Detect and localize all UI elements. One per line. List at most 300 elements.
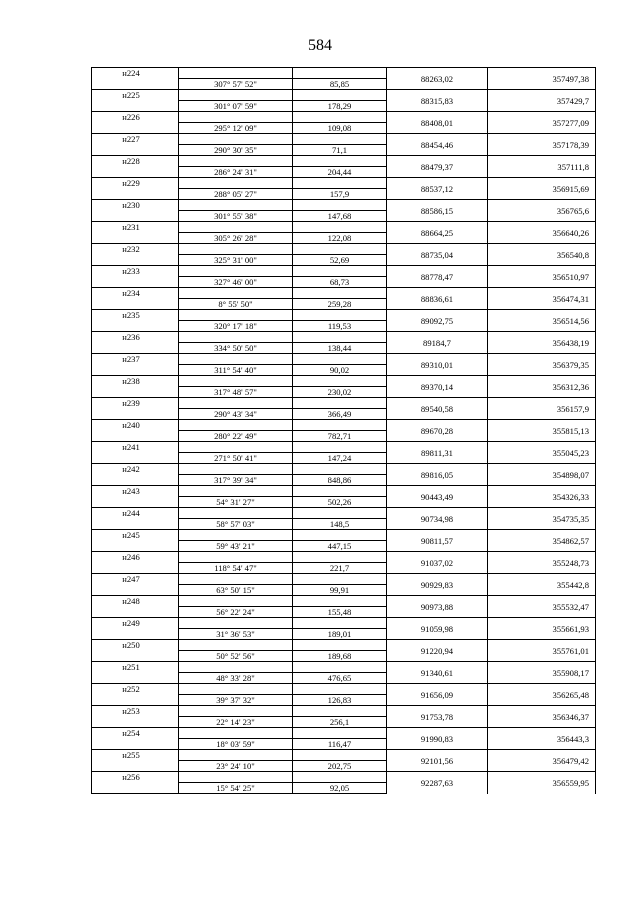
segment-length-cell: 256,1: [293, 717, 387, 728]
empty-cell: [179, 662, 293, 673]
empty-cell: [293, 134, 387, 145]
empty-cell: [92, 475, 179, 486]
empty-cell: [293, 530, 387, 541]
y-coordinate-cell: 356479,42: [488, 750, 596, 772]
empty-cell: [179, 90, 293, 101]
x-coordinate-cell: 90734,98: [387, 508, 488, 530]
y-coordinate-cell: 355815,13: [488, 420, 596, 442]
segment-length-cell: 366,49: [293, 409, 387, 420]
point-name-cell: н253: [92, 706, 179, 717]
empty-cell: [92, 233, 179, 244]
empty-cell: [293, 222, 387, 233]
empty-cell: [179, 574, 293, 585]
x-coordinate-cell: 88263,02: [387, 68, 488, 90]
segment-length-cell: 71,1: [293, 145, 387, 156]
empty-cell: [179, 684, 293, 695]
direction-angle-cell: 290° 30' 35": [179, 145, 293, 156]
empty-cell: [293, 200, 387, 211]
y-coordinate-cell: 356559,95: [488, 772, 596, 794]
point-name-cell: н246: [92, 552, 179, 563]
y-coordinate-cell: 356765,6: [488, 200, 596, 222]
empty-cell: [179, 442, 293, 453]
point-name-cell: н241: [92, 442, 179, 453]
empty-cell: [293, 662, 387, 673]
empty-cell: [293, 640, 387, 651]
y-coordinate-cell: 356443,3: [488, 728, 596, 750]
x-coordinate-cell: 89310,01: [387, 354, 488, 376]
empty-cell: [179, 464, 293, 475]
empty-cell: [179, 618, 293, 629]
direction-angle-cell: 327° 46' 00": [179, 277, 293, 288]
segment-length-cell: 848,86: [293, 475, 387, 486]
segment-length-cell: 782,71: [293, 431, 387, 442]
direction-angle-cell: 63° 50' 15": [179, 585, 293, 596]
table-row: [92, 266, 596, 277]
x-coordinate-cell: 88408,01: [387, 112, 488, 134]
segment-length-cell: 138,44: [293, 343, 387, 354]
empty-cell: [92, 695, 179, 706]
x-coordinate-cell: 89811,31: [387, 442, 488, 464]
direction-angle-cell: 301° 07' 59": [179, 101, 293, 112]
empty-cell: [92, 629, 179, 640]
table-row: [92, 750, 596, 761]
table-row: [92, 398, 596, 409]
direction-angle-cell: 325° 31' 00": [179, 255, 293, 266]
point-name-cell: н229: [92, 178, 179, 189]
x-coordinate-cell: 91990,83: [387, 728, 488, 750]
x-coordinate-cell: 91220,94: [387, 640, 488, 662]
table-row: [92, 178, 596, 189]
y-coordinate-cell: 355045,23: [488, 442, 596, 464]
empty-cell: [293, 178, 387, 189]
empty-cell: [92, 519, 179, 530]
y-coordinate-cell: 354862,57: [488, 530, 596, 552]
segment-length-cell: 52,69: [293, 255, 387, 266]
empty-cell: [92, 343, 179, 354]
empty-cell: [179, 288, 293, 299]
empty-cell: [293, 112, 387, 123]
empty-cell: [179, 750, 293, 761]
point-name-cell: н242: [92, 464, 179, 475]
point-name-cell: н245: [92, 530, 179, 541]
empty-cell: [293, 486, 387, 497]
segment-length-cell: 178,29: [293, 101, 387, 112]
x-coordinate-cell: 89816,05: [387, 464, 488, 486]
empty-cell: [92, 211, 179, 222]
table-row: [92, 156, 596, 167]
empty-cell: [293, 750, 387, 761]
y-coordinate-cell: 355442,8: [488, 574, 596, 596]
page-number: 584: [308, 37, 332, 54]
direction-angle-cell: 307° 57' 52": [179, 79, 293, 90]
empty-cell: [92, 717, 179, 728]
x-coordinate-cell: 88735,04: [387, 244, 488, 266]
empty-cell: [92, 255, 179, 266]
x-coordinate-cell: 88454,46: [387, 134, 488, 156]
point-name-cell: н225: [92, 90, 179, 101]
y-coordinate-cell: 356510,97: [488, 266, 596, 288]
point-name-cell: н224: [92, 68, 179, 79]
point-name-cell: н256: [92, 772, 179, 783]
empty-cell: [179, 420, 293, 431]
direction-angle-cell: 23° 24' 10": [179, 761, 293, 772]
empty-cell: [92, 365, 179, 376]
empty-cell: [293, 618, 387, 629]
table-row: [92, 684, 596, 695]
point-name-cell: н234: [92, 288, 179, 299]
point-name-cell: н238: [92, 376, 179, 387]
y-coordinate-cell: 356438,19: [488, 332, 596, 354]
direction-angle-cell: 58° 57' 03": [179, 519, 293, 530]
segment-length-cell: 155,48: [293, 607, 387, 618]
empty-cell: [92, 453, 179, 464]
direction-angle-cell: 8° 55' 50": [179, 299, 293, 310]
empty-cell: [92, 299, 179, 310]
y-coordinate-cell: 357497,38: [488, 68, 596, 90]
empty-cell: [293, 552, 387, 563]
x-coordinate-cell: 91753,78: [387, 706, 488, 728]
empty-cell: [179, 112, 293, 123]
direction-angle-cell: 288° 05' 27": [179, 189, 293, 200]
segment-length-cell: 99,91: [293, 585, 387, 596]
x-coordinate-cell: 88778,47: [387, 266, 488, 288]
segment-length-cell: 126,83: [293, 695, 387, 706]
empty-cell: [92, 79, 179, 90]
table-row: [92, 706, 596, 717]
x-coordinate-cell: 91656,09: [387, 684, 488, 706]
direction-angle-cell: 271° 50' 41": [179, 453, 293, 464]
point-name-cell: н227: [92, 134, 179, 145]
direction-angle-cell: 39° 37' 32": [179, 695, 293, 706]
segment-length-cell: 122,08: [293, 233, 387, 244]
empty-cell: [293, 508, 387, 519]
y-coordinate-cell: 354326,33: [488, 486, 596, 508]
direction-angle-cell: 320° 17' 18": [179, 321, 293, 332]
table-row: [92, 310, 596, 321]
empty-cell: [293, 772, 387, 783]
empty-cell: [179, 68, 293, 79]
direction-angle-cell: 31° 36' 53": [179, 629, 293, 640]
empty-cell: [92, 563, 179, 574]
x-coordinate-cell: 90973,88: [387, 596, 488, 618]
empty-cell: [293, 684, 387, 695]
table-row: [92, 376, 596, 387]
table-row: [92, 662, 596, 673]
segment-length-cell: 189,68: [293, 651, 387, 662]
y-coordinate-cell: 357178,39: [488, 134, 596, 156]
empty-cell: [92, 541, 179, 552]
segment-length-cell: 204,44: [293, 167, 387, 178]
empty-cell: [179, 398, 293, 409]
empty-cell: [293, 464, 387, 475]
empty-cell: [179, 156, 293, 167]
segment-length-cell: 68,73: [293, 277, 387, 288]
table-row: [92, 772, 596, 783]
table-row: [92, 464, 596, 475]
point-name-cell: н254: [92, 728, 179, 739]
empty-cell: [179, 640, 293, 651]
segment-length-cell: 85,85: [293, 79, 387, 90]
y-coordinate-cell: 355248,73: [488, 552, 596, 574]
point-name-cell: н244: [92, 508, 179, 519]
segment-length-cell: 119,53: [293, 321, 387, 332]
table-row: [92, 288, 596, 299]
segment-length-cell: 476,65: [293, 673, 387, 684]
empty-cell: [179, 596, 293, 607]
x-coordinate-cell: 90443,49: [387, 486, 488, 508]
segment-length-cell: 109,08: [293, 123, 387, 134]
x-coordinate-cell: 92101,56: [387, 750, 488, 772]
table-row: [92, 552, 596, 563]
x-coordinate-cell: 89092,75: [387, 310, 488, 332]
segment-length-cell: 230,02: [293, 387, 387, 398]
segment-length-cell: 189,01: [293, 629, 387, 640]
x-coordinate-cell: 91059,98: [387, 618, 488, 640]
empty-cell: [293, 376, 387, 387]
y-coordinate-cell: 357277,09: [488, 112, 596, 134]
x-coordinate-cell: 89184,7: [387, 332, 488, 354]
empty-cell: [293, 596, 387, 607]
empty-cell: [92, 497, 179, 508]
point-name-cell: н250: [92, 640, 179, 651]
empty-cell: [92, 783, 179, 794]
direction-angle-cell: 317° 48' 57": [179, 387, 293, 398]
empty-cell: [179, 530, 293, 541]
direction-angle-cell: 317° 39' 34": [179, 475, 293, 486]
y-coordinate-cell: 356346,37: [488, 706, 596, 728]
point-name-cell: н233: [92, 266, 179, 277]
empty-cell: [179, 310, 293, 321]
empty-cell: [92, 739, 179, 750]
y-coordinate-cell: 355532,47: [488, 596, 596, 618]
empty-cell: [293, 156, 387, 167]
segment-length-cell: 147,24: [293, 453, 387, 464]
empty-cell: [92, 277, 179, 288]
point-name-cell: н236: [92, 332, 179, 343]
direction-angle-cell: 305° 26' 28": [179, 233, 293, 244]
table-row: [92, 530, 596, 541]
x-coordinate-cell: 89670,28: [387, 420, 488, 442]
empty-cell: [179, 266, 293, 277]
empty-cell: [179, 706, 293, 717]
x-coordinate-cell: 88664,25: [387, 222, 488, 244]
empty-cell: [179, 200, 293, 211]
table-row: [92, 596, 596, 607]
table-row: [92, 90, 596, 101]
empty-cell: [293, 310, 387, 321]
empty-cell: [92, 167, 179, 178]
direction-angle-cell: 290° 43' 34": [179, 409, 293, 420]
point-name-cell: н247: [92, 574, 179, 585]
x-coordinate-cell: 89370,14: [387, 376, 488, 398]
empty-cell: [293, 288, 387, 299]
y-coordinate-cell: 355908,17: [488, 662, 596, 684]
empty-cell: [92, 387, 179, 398]
empty-cell: [92, 761, 179, 772]
y-coordinate-cell: 356514,56: [488, 310, 596, 332]
empty-cell: [179, 354, 293, 365]
table-row: [92, 486, 596, 497]
table-row: [92, 640, 596, 651]
segment-length-cell: 502,26: [293, 497, 387, 508]
point-name-cell: н226: [92, 112, 179, 123]
direction-angle-cell: 56° 22' 24": [179, 607, 293, 618]
direction-angle-cell: 295° 12' 09": [179, 123, 293, 134]
empty-cell: [92, 321, 179, 332]
point-name-cell: н248: [92, 596, 179, 607]
empty-cell: [293, 420, 387, 431]
direction-angle-cell: 50° 52' 56": [179, 651, 293, 662]
table-row: [92, 354, 596, 365]
empty-cell: [92, 673, 179, 684]
segment-length-cell: 116,47: [293, 739, 387, 750]
empty-cell: [293, 332, 387, 343]
direction-angle-cell: 22° 14' 23": [179, 717, 293, 728]
table-row: [92, 244, 596, 255]
empty-cell: [293, 266, 387, 277]
empty-cell: [92, 145, 179, 156]
x-coordinate-cell: 88836,61: [387, 288, 488, 310]
point-name-cell: н231: [92, 222, 179, 233]
segment-length-cell: 157,9: [293, 189, 387, 200]
table-row: [92, 442, 596, 453]
x-coordinate-cell: 88315,83: [387, 90, 488, 112]
point-name-cell: н237: [92, 354, 179, 365]
empty-cell: [179, 244, 293, 255]
empty-cell: [293, 398, 387, 409]
empty-cell: [293, 706, 387, 717]
y-coordinate-cell: 356379,35: [488, 354, 596, 376]
empty-cell: [293, 574, 387, 585]
empty-cell: [179, 552, 293, 563]
segment-length-cell: 147,68: [293, 211, 387, 222]
direction-angle-cell: 15° 54' 25": [179, 783, 293, 794]
empty-cell: [179, 508, 293, 519]
direction-angle-cell: 18° 03' 59": [179, 739, 293, 750]
segment-length-cell: 202,75: [293, 761, 387, 772]
x-coordinate-cell: 91037,02: [387, 552, 488, 574]
empty-cell: [179, 772, 293, 783]
y-coordinate-cell: 356640,26: [488, 222, 596, 244]
table-body: [92, 68, 596, 794]
y-coordinate-cell: 355761,01: [488, 640, 596, 662]
table-row: [92, 420, 596, 431]
point-name-cell: н228: [92, 156, 179, 167]
empty-cell: [179, 134, 293, 145]
empty-cell: [179, 376, 293, 387]
empty-cell: [92, 585, 179, 596]
point-name-cell: н239: [92, 398, 179, 409]
segment-length-cell: 148,5: [293, 519, 387, 530]
y-coordinate-cell: 356312,36: [488, 376, 596, 398]
direction-angle-cell: 118° 54' 47": [179, 563, 293, 574]
x-coordinate-cell: 90929,83: [387, 574, 488, 596]
direction-angle-cell: 54° 31' 27": [179, 497, 293, 508]
empty-cell: [293, 728, 387, 739]
empty-cell: [179, 222, 293, 233]
empty-cell: [293, 354, 387, 365]
empty-cell: [92, 607, 179, 618]
y-coordinate-cell: 356265,48: [488, 684, 596, 706]
table-row: [92, 200, 596, 211]
table-row: [92, 332, 596, 343]
segment-length-cell: 447,15: [293, 541, 387, 552]
y-coordinate-cell: 357111,8: [488, 156, 596, 178]
table-row: [92, 112, 596, 123]
empty-cell: [179, 332, 293, 343]
y-coordinate-cell: 354735,35: [488, 508, 596, 530]
empty-cell: [179, 486, 293, 497]
y-coordinate-cell: 356474,31: [488, 288, 596, 310]
y-coordinate-cell: 354898,07: [488, 464, 596, 486]
x-coordinate-cell: 92287,63: [387, 772, 488, 794]
direction-angle-cell: 311° 54' 40": [179, 365, 293, 376]
table-row: [92, 728, 596, 739]
point-name-cell: н251: [92, 662, 179, 673]
empty-cell: [92, 101, 179, 112]
y-coordinate-cell: 355661,93: [488, 618, 596, 640]
direction-angle-cell: 48° 33' 28": [179, 673, 293, 684]
point-name-cell: н230: [92, 200, 179, 211]
table-row: [92, 508, 596, 519]
x-coordinate-cell: 91340,61: [387, 662, 488, 684]
boundary-coordinates-table: [91, 67, 596, 794]
direction-angle-cell: 334° 50' 50": [179, 343, 293, 354]
y-coordinate-cell: 356915,69: [488, 178, 596, 200]
y-coordinate-cell: 356157,9: [488, 398, 596, 420]
point-name-cell: н243: [92, 486, 179, 497]
x-coordinate-cell: 88479,37: [387, 156, 488, 178]
table-row: [92, 574, 596, 585]
empty-cell: [179, 178, 293, 189]
x-coordinate-cell: 88586,15: [387, 200, 488, 222]
segment-length-cell: 259,28: [293, 299, 387, 310]
segment-length-cell: 92,05: [293, 783, 387, 794]
table-row: [92, 618, 596, 629]
empty-cell: [92, 123, 179, 134]
direction-angle-cell: 280° 22' 49": [179, 431, 293, 442]
segment-length-cell: 221,7: [293, 563, 387, 574]
empty-cell: [179, 728, 293, 739]
table-row: [92, 134, 596, 145]
y-coordinate-cell: 357429,7: [488, 90, 596, 112]
x-coordinate-cell: 90811,57: [387, 530, 488, 552]
x-coordinate-cell: 88537,12: [387, 178, 488, 200]
direction-angle-cell: 301° 55' 38": [179, 211, 293, 222]
direction-angle-cell: 59° 43' 21": [179, 541, 293, 552]
direction-angle-cell: 286° 24' 31": [179, 167, 293, 178]
y-coordinate-cell: 356540,8: [488, 244, 596, 266]
point-name-cell: н240: [92, 420, 179, 431]
empty-cell: [92, 409, 179, 420]
point-name-cell: н252: [92, 684, 179, 695]
empty-cell: [92, 651, 179, 662]
empty-cell: [293, 68, 387, 79]
empty-cell: [92, 189, 179, 200]
x-coordinate-cell: 89540,58: [387, 398, 488, 420]
empty-cell: [293, 244, 387, 255]
point-name-cell: н255: [92, 750, 179, 761]
table-row: [92, 68, 596, 79]
segment-length-cell: 90,02: [293, 365, 387, 376]
empty-cell: [293, 90, 387, 101]
empty-cell: [92, 431, 179, 442]
point-name-cell: н232: [92, 244, 179, 255]
point-name-cell: н235: [92, 310, 179, 321]
empty-cell: [293, 442, 387, 453]
point-name-cell: н249: [92, 618, 179, 629]
table-row: [92, 222, 596, 233]
